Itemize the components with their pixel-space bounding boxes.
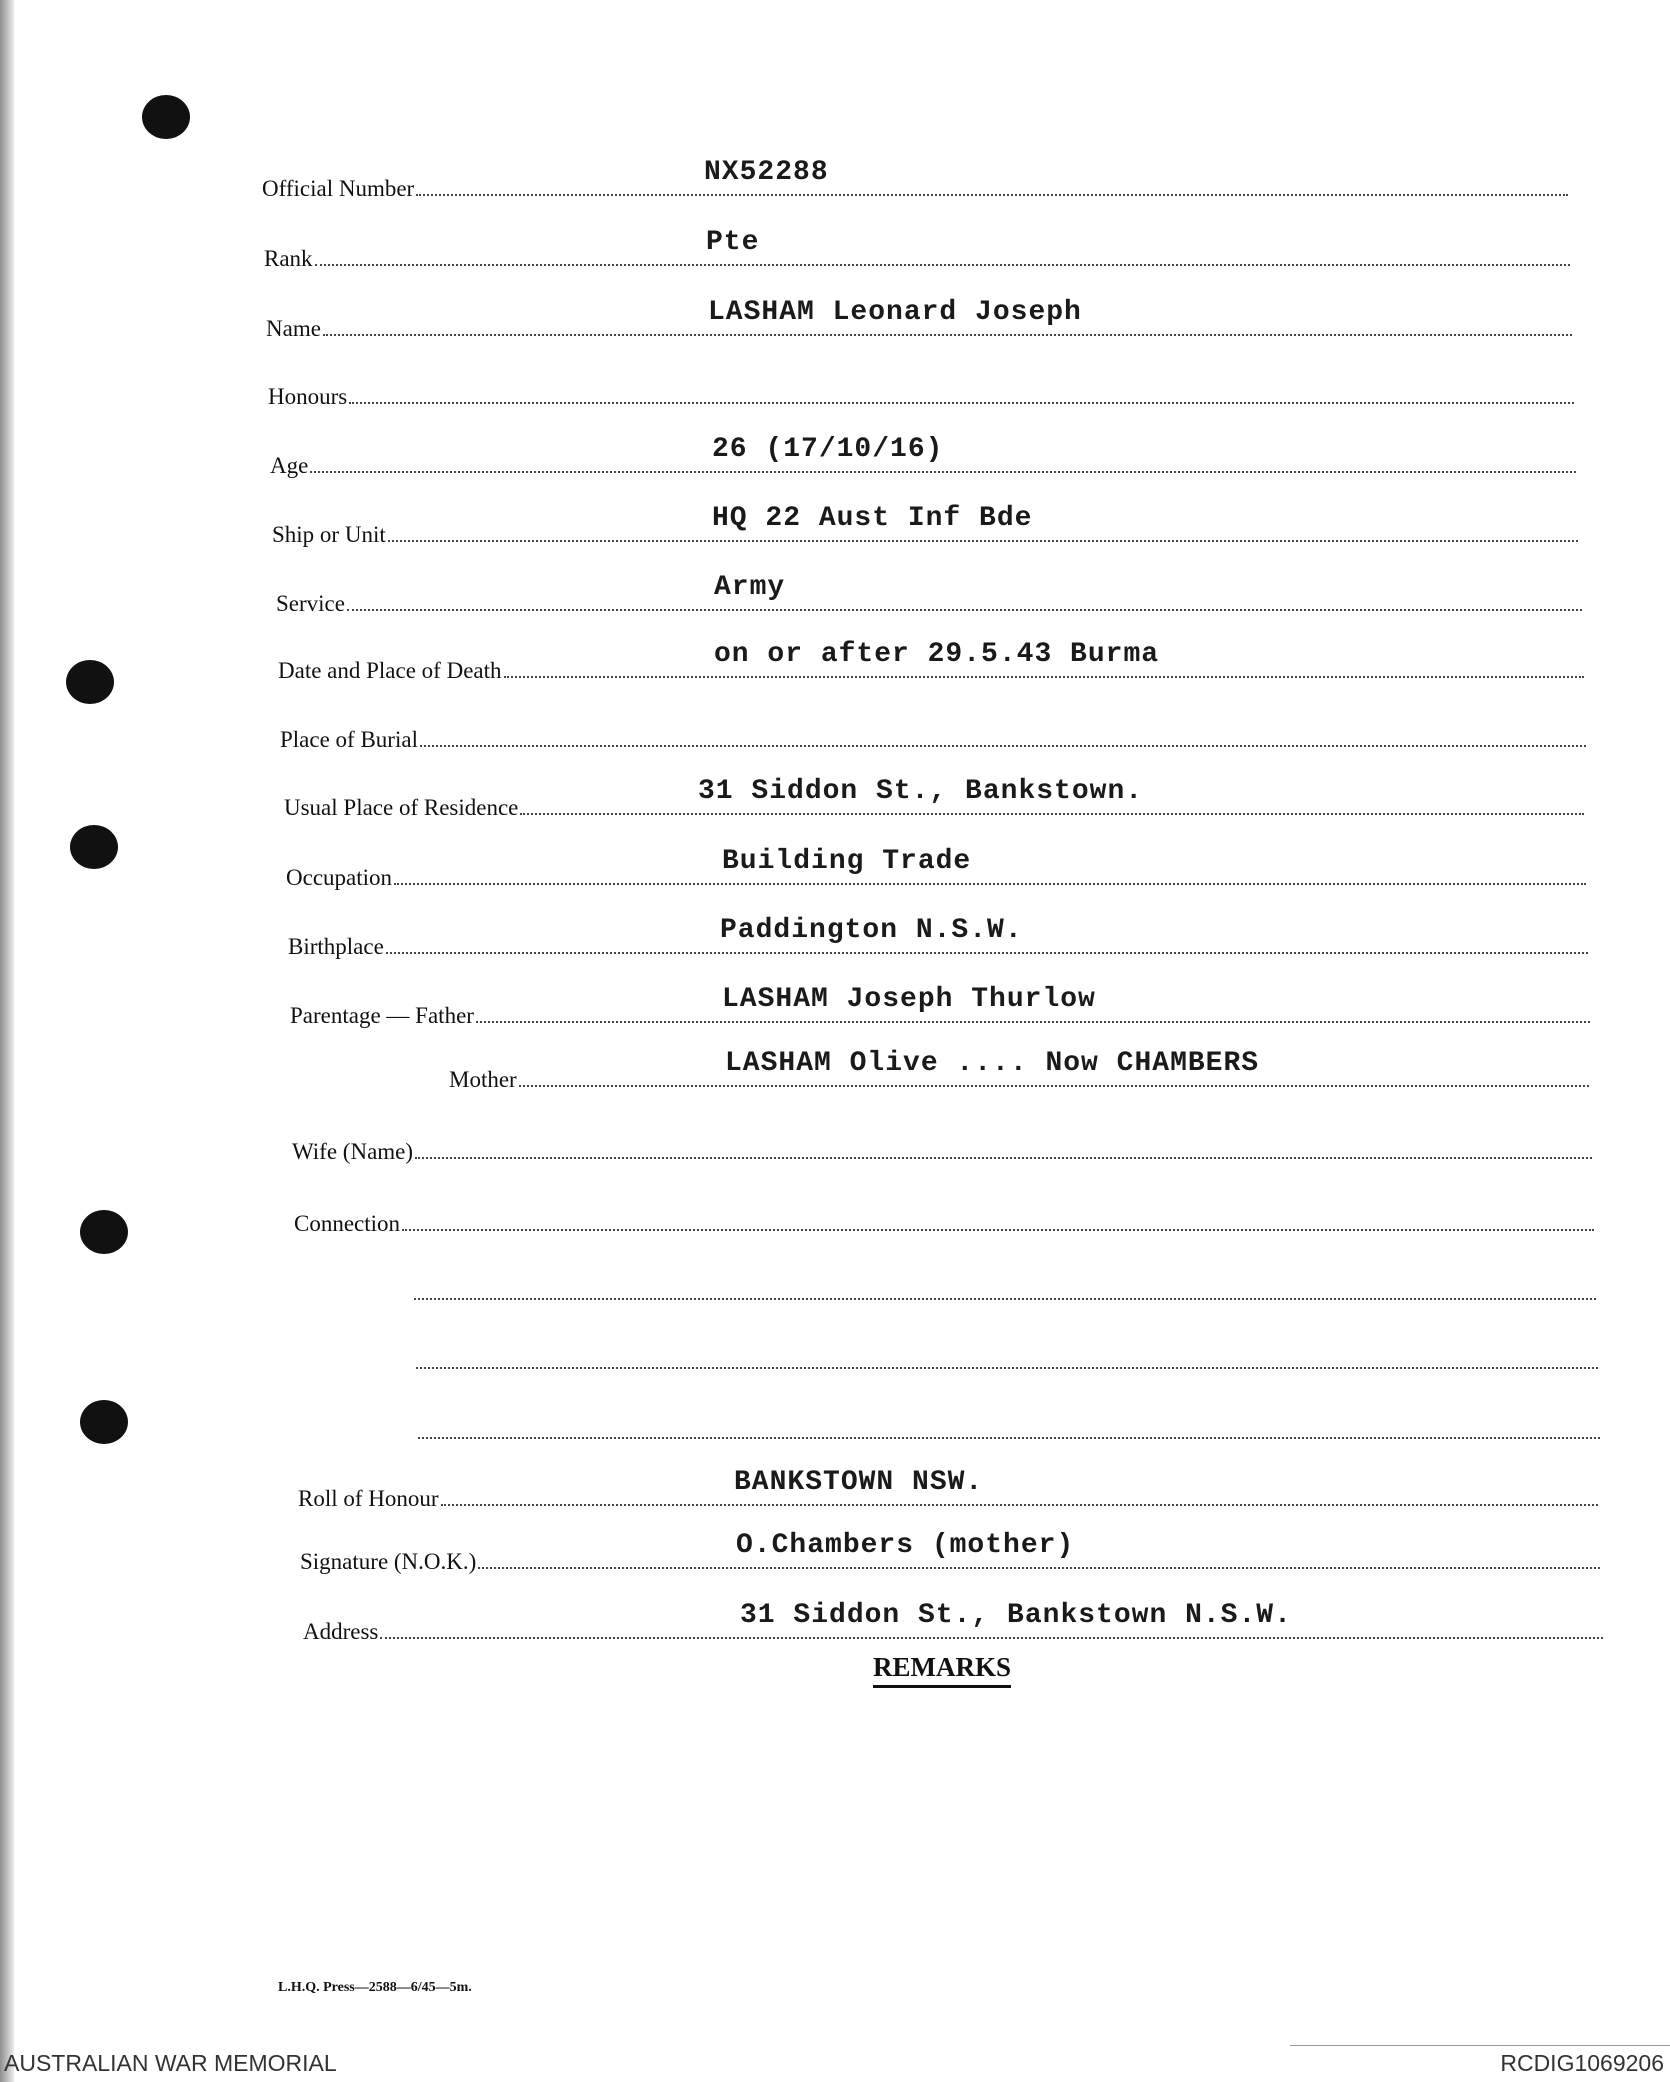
field-signature-nok <box>300 1530 1600 1574</box>
field-usual-residence <box>284 776 1584 820</box>
field-mother <box>449 1048 1589 1092</box>
field-official-number <box>262 157 1568 201</box>
field-label: Signature (N.O.K.) <box>300 1549 477 1574</box>
punch-hole <box>142 95 190 139</box>
field-value: NX52288 <box>704 157 829 188</box>
punch-hole <box>80 1210 128 1254</box>
blank-line <box>414 1333 1598 1373</box>
field-label: Rank <box>264 246 313 271</box>
field-value: Building Trade <box>722 846 972 877</box>
field-place-of-burial <box>280 711 1586 751</box>
footer-record-id: RCDIG1069206 <box>1500 2050 1664 2076</box>
remarks-heading: REMARKS <box>873 1652 1011 1688</box>
field-value: on or after 29.5.43 Burma <box>714 639 1160 670</box>
field-label: Age <box>270 453 309 478</box>
field-label: Occupation <box>286 865 393 890</box>
field-connection <box>294 1195 1594 1235</box>
field-label: Birthplace <box>288 934 384 959</box>
field-name <box>266 297 1572 341</box>
field-roll-of-honour <box>298 1467 1598 1511</box>
field-value: 31 Siddon St., Bankstown. <box>698 776 1144 807</box>
field-value: BANKSTOWN NSW. <box>734 1467 984 1498</box>
field-value: 31 Siddon St., Bankstown N.S.W. <box>740 1600 1292 1631</box>
divider <box>1290 2045 1670 2046</box>
field-rank <box>264 227 1570 271</box>
field-age <box>270 434 1576 478</box>
field-label: Official Number <box>262 176 415 201</box>
field-label: Parentage — Father <box>290 1003 474 1028</box>
blank-line <box>412 1264 1596 1304</box>
punch-hole <box>70 825 118 869</box>
field-service <box>276 572 1582 616</box>
printer-mark: L.H.Q. Press—2588—6/45—5m. <box>278 1980 472 1995</box>
field-label: Service <box>276 591 345 616</box>
field-value: Paddington N.S.W. <box>720 915 1023 946</box>
field-value: O.Chambers (mother) <box>736 1530 1075 1561</box>
field-label: Roll of Honour <box>298 1486 439 1511</box>
punch-hole <box>80 1400 128 1444</box>
field-value: 26 (17/10/16) <box>712 434 944 465</box>
field-label: Mother <box>449 1067 517 1092</box>
field-value: HQ 22 Aust Inf Bde <box>712 503 1033 534</box>
field-ship-or-unit <box>272 503 1578 547</box>
punch-hole <box>66 660 114 704</box>
blank-line <box>416 1403 1600 1443</box>
field-label: Ship or Unit <box>272 522 386 547</box>
field-value: LASHAM Joseph Thurlow <box>722 984 1096 1015</box>
field-value: Army <box>714 572 786 603</box>
field-label: Address <box>303 1619 379 1644</box>
page-edge-shadow <box>0 0 14 2082</box>
field-value: LASHAM Leonard Joseph <box>708 297 1082 328</box>
field-label: Name <box>266 316 321 341</box>
field-birthplace <box>288 915 1588 959</box>
field-father <box>290 984 1590 1028</box>
field-date-place-of-death <box>278 639 1584 683</box>
field-occupation <box>286 846 1586 890</box>
field-label: Date and Place of Death <box>278 658 502 683</box>
field-honours <box>268 368 1574 408</box>
field-wife-name <box>292 1123 1592 1163</box>
field-label: Connection <box>294 1211 401 1236</box>
field-label: Place of Burial <box>280 727 418 752</box>
field-address <box>303 1600 1603 1644</box>
field-label: Usual Place of Residence <box>284 795 519 820</box>
footer-archive-name: AUSTRALIAN WAR MEMORIAL <box>4 2050 337 2076</box>
field-label: Honours <box>268 384 348 409</box>
field-value: LASHAM Olive .... Now CHAMBERS <box>725 1048 1260 1079</box>
field-label: Wife (Name) <box>292 1139 414 1164</box>
field-value: Pte <box>706 227 760 258</box>
